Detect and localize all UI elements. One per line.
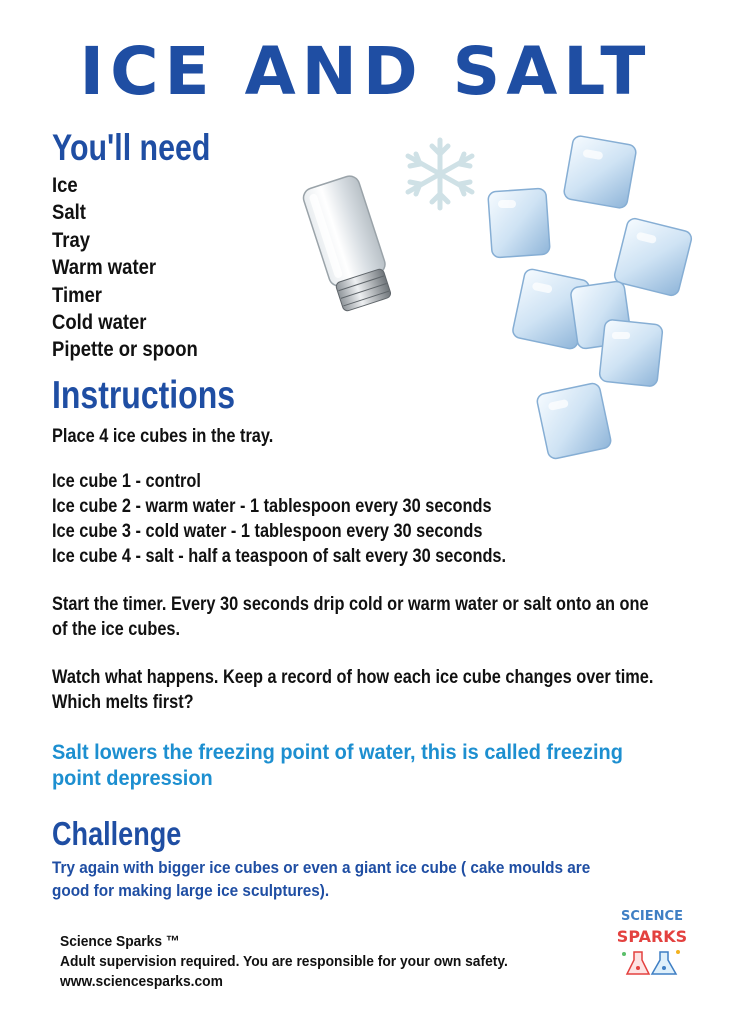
list-item: Tray [52,228,91,252]
challenge-heading: Challenge [52,815,182,852]
watch-instruction: Watch what happens. Keep a record of how each ice cube changes over time. [52,667,654,688]
cube-instruction: Ice cube 1 - control [52,471,201,492]
challenge-line: good for making large ice sculptures). [52,881,330,900]
needs-heading: You'll need [52,127,211,168]
list-item: Pipette or spoon [52,338,198,362]
cube-instruction: Ice cube 4 - salt - half a teaspoon of salt every 30 seconds. [52,546,507,567]
timer-instruction: of the ice cubes. [52,619,181,640]
list-item: Ice [52,174,78,197]
list-item: Cold water [52,311,147,335]
footer-brand: Science Sparks ™ [60,933,180,950]
snowflake-icon [398,136,482,212]
instructions-heading: Instructions [52,374,236,417]
page-title: ICE AND SALT [79,33,652,110]
fact-line: point depression [52,767,213,790]
flask-icon [622,950,680,974]
watch-instruction: Which melts first? [52,692,194,713]
list-item: Warm water [52,256,157,280]
list-item: Timer [52,283,102,307]
needs-list [52,172,218,364]
salt-shaker [298,170,408,320]
logo-line1: SCIENCE [621,909,683,924]
science-fact [52,740,623,792]
footer [60,932,508,992]
cube-instruction: Ice cube 3 - cold water - 1 tablespoon every 30 seconds [52,521,483,542]
challenge-line: Try again with bigger ice cubes or even a giant ice cube ( cake moulds are [52,858,591,877]
fact-line: Salt lowers the freezing point of water, this is called freezing [52,741,623,764]
logo-line2: SPARKS [616,927,688,946]
footer-url: www.sciencesparks.com [60,973,223,990]
timer-instruction: Start the timer. Every 30 seconds drip cold or warm water or salt onto an one [52,594,649,615]
challenge-text [52,856,590,902]
instructions-intro: Place 4 ice cubes in the tray. [52,426,274,447]
list-item: Salt [52,201,86,225]
cube-instruction: Ice cube 2 - warm water - 1 tablespoon every 30 seconds [52,496,492,517]
footer-safety: Adult supervision required. You are responsible for your own safety. [60,953,508,970]
science-sparks-logo [612,904,692,984]
ice-cubes [484,132,706,467]
